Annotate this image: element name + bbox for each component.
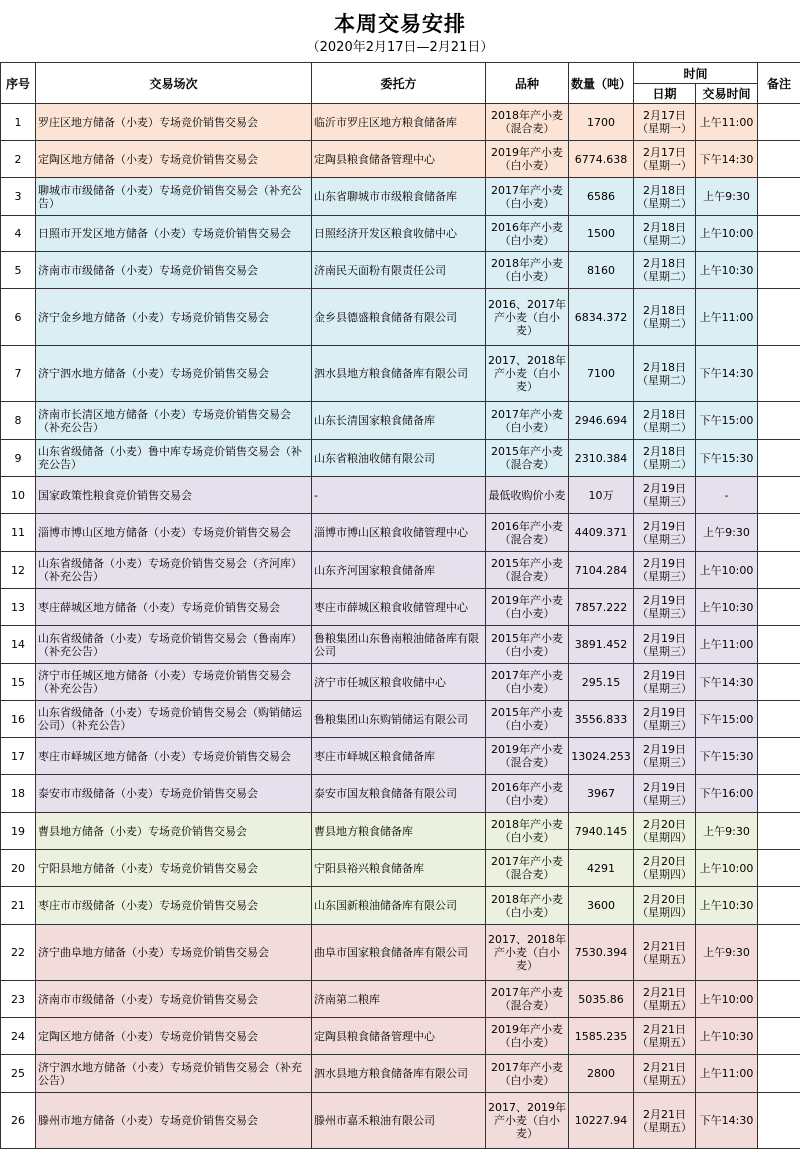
row-venue: 淄博市博山区地方储备（小麦）专场竞价销售交易会 bbox=[36, 514, 312, 552]
row-note bbox=[758, 402, 800, 440]
row-quantity: 13024.253 bbox=[569, 738, 634, 775]
table-row bbox=[1, 346, 800, 402]
row-date: 2月21日（星期五） bbox=[634, 1018, 696, 1055]
row-venue: 宁阳县地方储备（小麦）专场竞价销售交易会 bbox=[36, 850, 312, 887]
row-client: 枣庄市薛城区粮食收储管理中心 bbox=[312, 589, 486, 626]
row-seq: 18 bbox=[1, 775, 36, 813]
row-variety: 2017年产小麦（混合麦） bbox=[486, 981, 569, 1018]
table-row bbox=[1, 178, 800, 216]
table-row bbox=[1, 664, 800, 701]
row-venue: 济南市市级储备（小麦）专场竞价销售交易会 bbox=[36, 981, 312, 1018]
row-seq: 24 bbox=[1, 1018, 36, 1055]
row-seq: 20 bbox=[1, 850, 36, 887]
row-client: 山东省粮油收储有限公司 bbox=[312, 440, 486, 477]
row-seq: 19 bbox=[1, 813, 36, 850]
row-quantity: 2800 bbox=[569, 1055, 634, 1093]
row-client: 日照经济开发区粮食收储中心 bbox=[312, 216, 486, 252]
row-trade-time: 上午11:00 bbox=[696, 289, 758, 346]
row-variety: 2017年产小麦（白小麦） bbox=[486, 402, 569, 440]
row-trade-time: 上午11:00 bbox=[696, 104, 758, 141]
row-trade-time: 下午14:30 bbox=[696, 346, 758, 402]
row-seq: 26 bbox=[1, 1093, 36, 1149]
row-note bbox=[758, 477, 800, 514]
row-seq: 2 bbox=[1, 141, 36, 178]
row-date: 2月19日（星期三） bbox=[634, 552, 696, 589]
row-note bbox=[758, 1093, 800, 1149]
row-variety: 2017年产小麦（混合麦） bbox=[486, 850, 569, 887]
row-trade-time: 下午15:30 bbox=[696, 440, 758, 477]
row-trade-time: 下午14:30 bbox=[696, 141, 758, 178]
row-date: 2月18日（星期二） bbox=[634, 252, 696, 289]
row-trade-time: 上午9:30 bbox=[696, 925, 758, 981]
page-title: 本周交易安排 bbox=[334, 12, 466, 36]
row-note bbox=[758, 514, 800, 552]
row-variety: 2017年产小麦（白小麦） bbox=[486, 178, 569, 216]
row-variety: 2019年产小麦（白小麦） bbox=[486, 589, 569, 626]
row-venue: 山东省级储备（小麦）专场竞价销售交易会（购销储运公司）（补充公告） bbox=[36, 701, 312, 738]
header-time: 时间 bbox=[634, 63, 758, 84]
row-variety: 最低收购价小麦 bbox=[486, 477, 569, 514]
row-date: 2月19日（星期三） bbox=[634, 589, 696, 626]
row-date: 2月19日（星期三） bbox=[634, 626, 696, 664]
row-seq: 13 bbox=[1, 589, 36, 626]
row-seq: 12 bbox=[1, 552, 36, 589]
table-row bbox=[1, 440, 800, 477]
row-date: 2月18日（星期二） bbox=[634, 289, 696, 346]
row-venue: 济宁金乡地方储备（小麦）专场竞价销售交易会 bbox=[36, 289, 312, 346]
table-row bbox=[1, 514, 800, 552]
table-row bbox=[1, 216, 800, 252]
row-variety: 2017、2018年产小麦（白小麦） bbox=[486, 346, 569, 402]
row-venue: 山东省级储备（小麦）鲁中库专场竞价销售交易会（补充公告） bbox=[36, 440, 312, 477]
row-date: 2月19日（星期三） bbox=[634, 775, 696, 813]
row-client: 定陶县粮食储备管理中心 bbox=[312, 141, 486, 178]
row-variety: 2017年产小麦（白小麦） bbox=[486, 664, 569, 701]
row-venue: 枣庄薛城区地方储备（小麦）专场竞价销售交易会 bbox=[36, 589, 312, 626]
row-quantity: 1500 bbox=[569, 216, 634, 252]
header-venue: 交易场次 bbox=[36, 63, 312, 104]
row-venue: 定陶区地方储备（小麦）专场竞价销售交易会 bbox=[36, 1018, 312, 1055]
row-seq: 16 bbox=[1, 701, 36, 738]
row-variety: 2015年产小麦（白小麦） bbox=[486, 701, 569, 738]
table-row bbox=[1, 552, 800, 589]
row-seq: 6 bbox=[1, 289, 36, 346]
row-variety: 2016年产小麦（白小麦） bbox=[486, 216, 569, 252]
row-quantity: 3556.833 bbox=[569, 701, 634, 738]
row-venue: 日照市开发区地方储备（小麦）专场竞价销售交易会 bbox=[36, 216, 312, 252]
row-date: 2月21日（星期五） bbox=[634, 1055, 696, 1093]
row-trade-time: 下午14:30 bbox=[696, 664, 758, 701]
row-date: 2月18日（星期二） bbox=[634, 440, 696, 477]
row-note bbox=[758, 813, 800, 850]
row-note bbox=[758, 775, 800, 813]
row-client: 金乡县德盛粮食储备有限公司 bbox=[312, 289, 486, 346]
row-seq: 23 bbox=[1, 981, 36, 1018]
row-seq: 9 bbox=[1, 440, 36, 477]
row-seq: 11 bbox=[1, 514, 36, 552]
row-quantity: 6586 bbox=[569, 178, 634, 216]
row-date: 2月17日（星期一） bbox=[634, 104, 696, 141]
table-row bbox=[1, 141, 800, 178]
header-trade-time: 交易时间 bbox=[696, 84, 758, 104]
row-client: 临沂市罗庄区地方粮食储备库 bbox=[312, 104, 486, 141]
row-venue: 济宁泗水地方储备（小麦）专场竞价销售交易会（补充公告） bbox=[36, 1055, 312, 1093]
row-note bbox=[758, 981, 800, 1018]
row-client: 枣庄市峄城区粮食储备库 bbox=[312, 738, 486, 775]
header-note: 备注 bbox=[758, 63, 800, 104]
row-seq: 8 bbox=[1, 402, 36, 440]
row-date: 2月21日（星期五） bbox=[634, 1093, 696, 1149]
row-note bbox=[758, 589, 800, 626]
row-date: 2月19日（星期三） bbox=[634, 664, 696, 701]
row-variety: 2018年产小麦（混合麦） bbox=[486, 104, 569, 141]
row-date: 2月18日（星期二） bbox=[634, 216, 696, 252]
header-client: 委托方 bbox=[312, 63, 486, 104]
row-variety: 2016年产小麦（混合麦） bbox=[486, 514, 569, 552]
row-client: 宁阳县裕兴粮食储备库 bbox=[312, 850, 486, 887]
row-client: 滕州市嘉禾粮油有限公司 bbox=[312, 1093, 486, 1149]
row-trade-time: 下午14:30 bbox=[696, 1093, 758, 1149]
row-quantity: 1585.235 bbox=[569, 1018, 634, 1055]
table-row bbox=[1, 925, 800, 981]
row-client: 曲阜市国家粮食储备库有限公司 bbox=[312, 925, 486, 981]
table-row bbox=[1, 1055, 800, 1093]
row-date: 2月19日（星期三） bbox=[634, 738, 696, 775]
row-client: 鲁粮集团山东鲁南粮油储备库有限公司 bbox=[312, 626, 486, 664]
table-row bbox=[1, 589, 800, 626]
table-row bbox=[1, 701, 800, 738]
header-quantity: 数量（吨） bbox=[569, 63, 634, 104]
row-quantity: 10227.94 bbox=[569, 1093, 634, 1149]
row-venue: 济宁市任城区地方储备（小麦）专场竞价销售交易会（补充公告） bbox=[36, 664, 312, 701]
row-date: 2月20日（星期四） bbox=[634, 813, 696, 850]
row-date: 2月21日（星期五） bbox=[634, 981, 696, 1018]
row-client: 济南民天面粉有限责任公司 bbox=[312, 252, 486, 289]
row-quantity: 7100 bbox=[569, 346, 634, 402]
row-quantity: 10万 bbox=[569, 477, 634, 514]
table-row bbox=[1, 626, 800, 664]
row-note bbox=[758, 701, 800, 738]
row-venue: 国家政策性粮食竞价销售交易会 bbox=[36, 477, 312, 514]
row-venue: 定陶区地方储备（小麦）专场竞价销售交易会 bbox=[36, 141, 312, 178]
row-seq: 25 bbox=[1, 1055, 36, 1093]
row-seq: 10 bbox=[1, 477, 36, 514]
row-note bbox=[758, 1018, 800, 1055]
row-quantity: 4291 bbox=[569, 850, 634, 887]
row-trade-time: 上午10:00 bbox=[696, 981, 758, 1018]
row-date: 2月19日（星期三） bbox=[634, 514, 696, 552]
row-venue: 山东省级储备（小麦）专场竞价销售交易会（鲁南库）（补充公告） bbox=[36, 626, 312, 664]
header-seq: 序号 bbox=[1, 63, 36, 104]
row-seq: 21 bbox=[1, 887, 36, 925]
row-quantity: 295.15 bbox=[569, 664, 634, 701]
table-row bbox=[1, 477, 800, 514]
row-quantity: 7940.145 bbox=[569, 813, 634, 850]
row-variety: 2018年产小麦（白小麦） bbox=[486, 887, 569, 925]
row-trade-time: 上午10:00 bbox=[696, 552, 758, 589]
row-date: 2月17日（星期一） bbox=[634, 141, 696, 178]
row-venue: 泰安市市级储备（小麦）专场竞价销售交易会 bbox=[36, 775, 312, 813]
row-venue: 济南市长清区地方储备（小麦）专场竞价销售交易会（补充公告） bbox=[36, 402, 312, 440]
row-client: 山东国新粮油储备库有限公司 bbox=[312, 887, 486, 925]
row-trade-time: 上午9:30 bbox=[696, 178, 758, 216]
table-row bbox=[1, 850, 800, 887]
row-trade-time: 上午9:30 bbox=[696, 514, 758, 552]
row-quantity: 7104.284 bbox=[569, 552, 634, 589]
row-date: 2月18日（星期二） bbox=[634, 346, 696, 402]
row-date: 2月18日（星期二） bbox=[634, 178, 696, 216]
row-client: 山东省聊城市市级粮食储备库 bbox=[312, 178, 486, 216]
table-row bbox=[1, 289, 800, 346]
table-row bbox=[1, 402, 800, 440]
row-date: 2月20日（星期四） bbox=[634, 850, 696, 887]
row-trade-time: 上午10:30 bbox=[696, 252, 758, 289]
row-client: 山东齐河国家粮食储备库 bbox=[312, 552, 486, 589]
row-variety: 2015年产小麦（混合麦） bbox=[486, 440, 569, 477]
row-date: 2月19日（星期三） bbox=[634, 701, 696, 738]
row-variety: 2017、2019年产小麦（白小麦） bbox=[486, 1093, 569, 1149]
row-trade-time: - bbox=[696, 477, 758, 514]
row-trade-time: 下午15:30 bbox=[696, 738, 758, 775]
row-quantity: 3600 bbox=[569, 887, 634, 925]
row-variety: 2017年产小麦（白小麦） bbox=[486, 1055, 569, 1093]
row-note bbox=[758, 1055, 800, 1093]
row-venue: 聊城市市级储备（小麦）专场竞价销售交易会（补充公告） bbox=[36, 178, 312, 216]
row-variety: 2018年产小麦（白小麦） bbox=[486, 813, 569, 850]
row-note bbox=[758, 216, 800, 252]
row-trade-time: 下午15:00 bbox=[696, 402, 758, 440]
table-row bbox=[1, 813, 800, 850]
table-row bbox=[1, 104, 800, 141]
row-date: 2月18日（星期二） bbox=[634, 402, 696, 440]
row-variety: 2016、2017年产小麦（白小麦） bbox=[486, 289, 569, 346]
row-seq: 5 bbox=[1, 252, 36, 289]
row-seq: 22 bbox=[1, 925, 36, 981]
row-note bbox=[758, 141, 800, 178]
row-trade-time: 上午11:00 bbox=[696, 626, 758, 664]
table-row bbox=[1, 981, 800, 1018]
row-client: 曹县地方粮食储备库 bbox=[312, 813, 486, 850]
row-seq: 17 bbox=[1, 738, 36, 775]
row-client: - bbox=[312, 477, 486, 514]
row-quantity: 7857.222 bbox=[569, 589, 634, 626]
row-note bbox=[758, 552, 800, 589]
row-quantity: 6834.372 bbox=[569, 289, 634, 346]
row-seq: 7 bbox=[1, 346, 36, 402]
row-quantity: 3891.452 bbox=[569, 626, 634, 664]
row-note bbox=[758, 440, 800, 477]
row-quantity: 2310.384 bbox=[569, 440, 634, 477]
row-client: 泰安市国友粮食储备有限公司 bbox=[312, 775, 486, 813]
row-quantity: 7530.394 bbox=[569, 925, 634, 981]
row-client: 济宁市任城区粮食收储中心 bbox=[312, 664, 486, 701]
row-seq: 3 bbox=[1, 178, 36, 216]
row-date: 2月19日（星期三） bbox=[634, 477, 696, 514]
row-quantity: 6774.638 bbox=[569, 141, 634, 178]
row-variety: 2015年产小麦（白小麦） bbox=[486, 626, 569, 664]
row-trade-time: 上午11:00 bbox=[696, 1055, 758, 1093]
row-venue: 济南市市级储备（小麦）专场竞价销售交易会 bbox=[36, 252, 312, 289]
table-row bbox=[1, 1093, 800, 1149]
row-client: 山东长清国家粮食储备库 bbox=[312, 402, 486, 440]
row-note bbox=[758, 252, 800, 289]
row-seq: 15 bbox=[1, 664, 36, 701]
row-venue: 曹县地方储备（小麦）专场竞价销售交易会 bbox=[36, 813, 312, 850]
row-variety: 2016年产小麦（白小麦） bbox=[486, 775, 569, 813]
row-note bbox=[758, 738, 800, 775]
row-note bbox=[758, 289, 800, 346]
header-date: 日期 bbox=[634, 84, 696, 104]
row-variety: 2019年产小麦（混合麦） bbox=[486, 738, 569, 775]
row-variety: 2019年产小麦（白小麦） bbox=[486, 141, 569, 178]
row-trade-time: 下午15:00 bbox=[696, 701, 758, 738]
row-trade-time: 上午10:30 bbox=[696, 589, 758, 626]
row-client: 鲁粮集团山东购销储运有限公司 bbox=[312, 701, 486, 738]
page-subtitle: （2020年2月17日—2月21日） bbox=[306, 40, 494, 55]
table-row bbox=[1, 1018, 800, 1055]
row-client: 泗水县地方粮食储备库有限公司 bbox=[312, 346, 486, 402]
table-row bbox=[1, 775, 800, 813]
schedule-table bbox=[0, 62, 800, 1149]
row-note bbox=[758, 850, 800, 887]
row-trade-time: 上午10:00 bbox=[696, 850, 758, 887]
row-variety: 2015年产小麦（混合麦） bbox=[486, 552, 569, 589]
row-note bbox=[758, 178, 800, 216]
table-body bbox=[1, 104, 800, 1149]
row-date: 2月20日（星期四） bbox=[634, 887, 696, 925]
row-client: 淄博市博山区粮食收储管理中心 bbox=[312, 514, 486, 552]
row-variety: 2018年产小麦（白小麦） bbox=[486, 252, 569, 289]
row-trade-time: 上午10:00 bbox=[696, 216, 758, 252]
row-note bbox=[758, 887, 800, 925]
row-note bbox=[758, 664, 800, 701]
table-row bbox=[1, 887, 800, 925]
row-venue: 枣庄市市级储备（小麦）专场竞价销售交易会 bbox=[36, 887, 312, 925]
row-trade-time: 上午9:30 bbox=[696, 813, 758, 850]
row-venue: 济宁曲阜地方储备（小麦）专场竞价销售交易会 bbox=[36, 925, 312, 981]
row-quantity: 1700 bbox=[569, 104, 634, 141]
row-note bbox=[758, 346, 800, 402]
row-note bbox=[758, 104, 800, 141]
row-venue: 济宁泗水地方储备（小麦）专场竞价销售交易会 bbox=[36, 346, 312, 402]
row-note bbox=[758, 626, 800, 664]
row-venue: 滕州市地方储备（小麦）专场竞价销售交易会 bbox=[36, 1093, 312, 1149]
row-seq: 14 bbox=[1, 626, 36, 664]
row-venue: 山东省级储备（小麦）专场竞价销售交易会（齐河库）（补充公告） bbox=[36, 552, 312, 589]
row-variety: 2019年产小麦（白小麦） bbox=[486, 1018, 569, 1055]
row-quantity: 3967 bbox=[569, 775, 634, 813]
table-row bbox=[1, 252, 800, 289]
row-trade-time: 上午10:30 bbox=[696, 887, 758, 925]
row-trade-time: 上午10:30 bbox=[696, 1018, 758, 1055]
row-client: 定陶县粮食储备管理中心 bbox=[312, 1018, 486, 1055]
row-quantity: 4409.371 bbox=[569, 514, 634, 552]
row-quantity: 5035.86 bbox=[569, 981, 634, 1018]
row-variety: 2017、2018年产小麦（白小麦） bbox=[486, 925, 569, 981]
header-variety: 品种 bbox=[486, 63, 569, 104]
row-venue: 罗庄区地方储备（小麦）专场竞价销售交易会 bbox=[36, 104, 312, 141]
row-quantity: 2946.694 bbox=[569, 402, 634, 440]
row-seq: 4 bbox=[1, 216, 36, 252]
row-venue: 枣庄市峄城区地方储备（小麦）专场竞价销售交易会 bbox=[36, 738, 312, 775]
row-client: 泗水县地方粮食储备库有限公司 bbox=[312, 1055, 486, 1093]
row-date: 2月21日（星期五） bbox=[634, 925, 696, 981]
table-row bbox=[1, 738, 800, 775]
row-note bbox=[758, 925, 800, 981]
row-client: 济南第二粮库 bbox=[312, 981, 486, 1018]
row-trade-time: 下午16:00 bbox=[696, 775, 758, 813]
row-quantity: 8160 bbox=[569, 252, 634, 289]
row-seq: 1 bbox=[1, 104, 36, 141]
